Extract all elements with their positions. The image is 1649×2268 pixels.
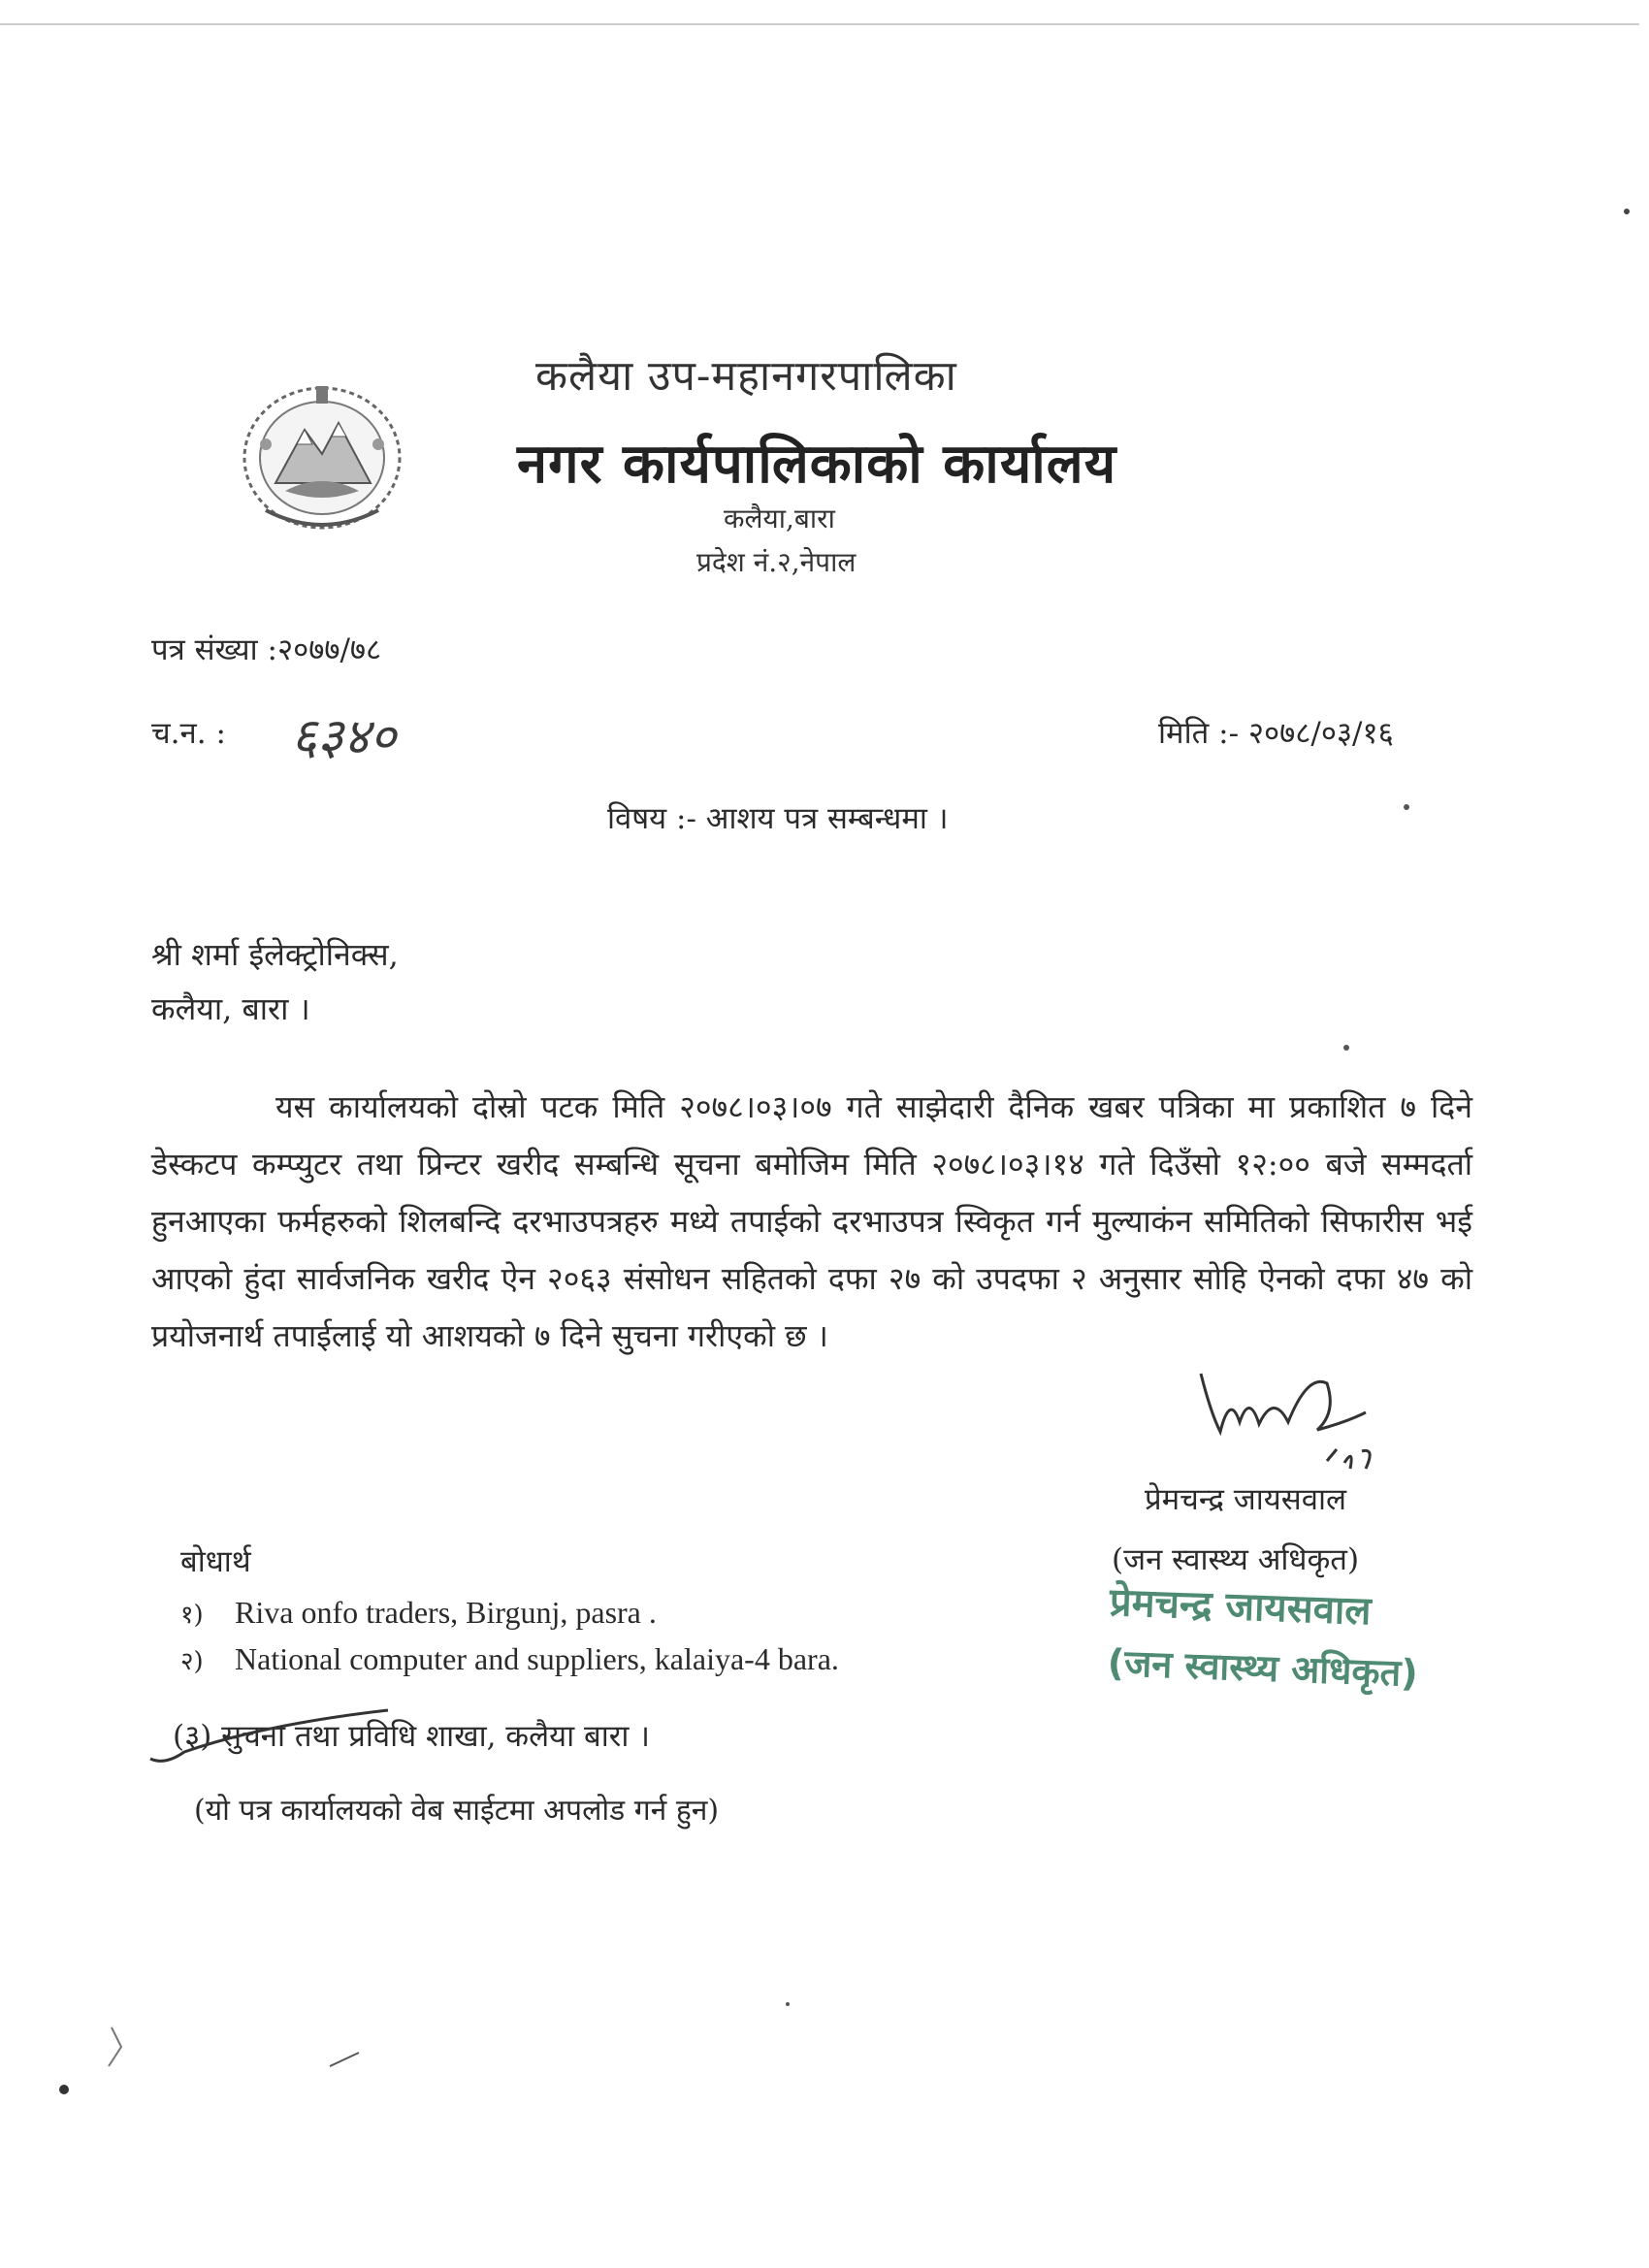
- cc-item-text: Riva onfo traders, Birgunj, pasra .: [235, 1595, 657, 1630]
- letter-subject: विषय :- आशय पत्र सम्बन्धमा ।: [607, 801, 949, 836]
- dispatch-number-handwritten: ६३४०: [291, 708, 397, 766]
- dispatch-label: च.न. :: [151, 716, 226, 751]
- handwritten-tick-mark: [146, 1705, 398, 1773]
- cc-heading: बोधार्थ: [180, 1544, 251, 1579]
- letter-body: यस कार्यालयको दोस्रो पटक मिति २०७८।०३।०७ गते साझेदारी दैनिक खबर पत्रिका मा प्रकाशित ७ दिने डेस्कटप कम्प्युटर तथा प्रिन्टर खरीद सम्बन्धि सूचना बमोजिम मिति २०७८।०३।१४ गते दिउँसो १२:०० बजे सम्मदर्ता हुनआएका फर्महरुको शिलबन्दि दरभाउपत्रहरु मध्ये तपाईको दरभाउपत्र स्विकृत गर्न मुल्याकंन समितिको सिफारीस भई आएको हुंदा सार्वजनिक खरीद ऐन २०६३ संसोधन सहितको दफा २७ को उपदफा २ अनुसार सोहि ऐनको दफा ४७ को प्रयोजनार्थ तपाईलाई यो आशयको ७ दिने सुचना गरीएको छ ।: [151, 1088, 1472, 1354]
- letter-date: मिति :- २०७८/०३/१६: [1158, 716, 1394, 751]
- cc-item-text: National computer and suppliers, kalaiya-4 bara.: [235, 1641, 839, 1676]
- addressee-name: श्री शर्मा ईलेक्ट्रोनिक्स,: [151, 936, 399, 973]
- upload-note: (यो पत्र कार्यालयको वेब साईटमा अपलोड गर्न हुन): [194, 1794, 720, 1828]
- cc-item-number: १): [180, 1601, 204, 1630]
- stamp-title: (जन स्वास्थ्य अधिकृत): [1107, 1640, 1419, 1696]
- stamp-name: प्रेमचन्द्र जायसवाल: [1109, 1579, 1373, 1635]
- cc-item: [180, 1595, 657, 1631]
- addressee-address: कलैया, बारा ।: [151, 990, 310, 1027]
- official-stamp: [1107, 1573, 1421, 1698]
- cc-item: (३) सुचना तथा प्रविधि शाखा, कलैया बारा ।: [173, 1719, 651, 1754]
- address-line-2: प्रदेश नं.२,नेपाल: [696, 546, 857, 578]
- scan-edge-line: [0, 23, 1639, 25]
- office-name: नगर कार्यपालिकाको कार्यालय: [517, 432, 1117, 496]
- letter-number: पत्र संख्या :२०७७/७८: [151, 632, 382, 667]
- signer-name: प्रेमचन्द्र जायसवाल: [1145, 1482, 1347, 1517]
- org-name: कलैया उप-महानगरपालिका: [535, 352, 957, 401]
- cc-item-number: २): [180, 1647, 204, 1676]
- cc-item: [180, 1641, 839, 1677]
- nepal-emblem-icon: [237, 376, 407, 535]
- signer-title: (जन स्वास्थ्य अधिकृत): [1112, 1542, 1360, 1577]
- address-line-1: कलैया,बारा: [724, 502, 835, 535]
- handwritten-signature: [1181, 1354, 1414, 1490]
